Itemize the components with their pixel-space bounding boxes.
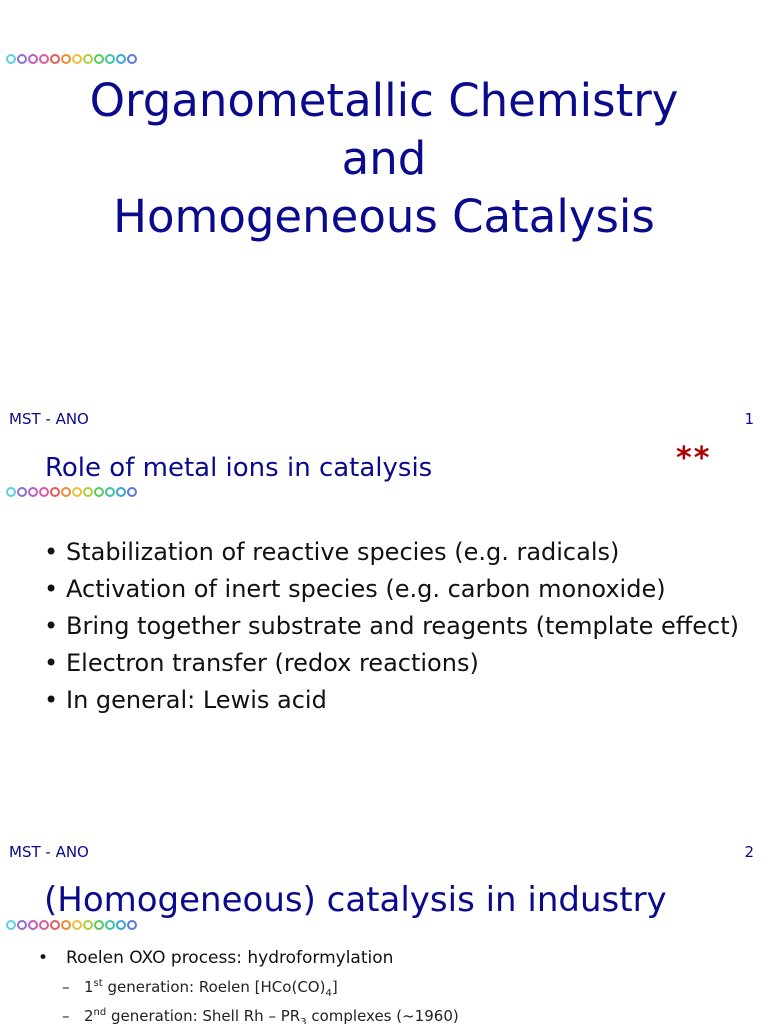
slide-2 — [0, 433, 768, 866]
footer-label: MST - ANO — [9, 410, 89, 428]
circle-icon — [72, 487, 82, 497]
circle-icon — [127, 54, 137, 64]
sub-bullet-text: generation: Shell Rh – PR — [106, 1007, 301, 1024]
subscript: 3 — [300, 1017, 307, 1024]
bullet-list — [44, 536, 744, 721]
bullet-glyph: • — [38, 948, 49, 968]
slide-1 — [0, 0, 768, 433]
bullet-item: • Stabilization of reactive species (e.g. radicals) — [44, 536, 744, 568]
circle-icon — [17, 54, 27, 64]
circle-icon — [83, 487, 93, 497]
sub-bullet-text-end: complexes (~1960) — [306, 1007, 459, 1024]
dash-glyph: – — [62, 1007, 70, 1024]
ordinal-suffix: st — [93, 978, 103, 989]
bullet-item: • Activation of inert species (e.g. carbon monoxide) — [44, 573, 744, 605]
circle-icon — [39, 920, 49, 930]
circle-icon — [6, 487, 16, 497]
decorative-circle-row — [6, 487, 137, 497]
circle-icon — [116, 920, 126, 930]
decorative-circle-row — [6, 920, 137, 930]
circle-icon — [127, 920, 137, 930]
circle-icon — [61, 487, 71, 497]
subscript: 4 — [325, 988, 332, 999]
dash-glyph: – — [62, 978, 70, 996]
circle-icon — [17, 920, 27, 930]
circle-icon — [94, 54, 104, 64]
circle-icon — [39, 54, 49, 64]
circle-icon — [72, 54, 82, 64]
bullet-item: • Electron transfer (redox reactions) — [44, 647, 744, 679]
circle-icon — [116, 54, 126, 64]
ordinal-number: 1 — [84, 978, 94, 996]
sub-bullet-item — [38, 1007, 738, 1024]
ordinal-suffix: nd — [93, 1007, 107, 1018]
bullet-item: • In general: Lewis acid — [44, 684, 744, 716]
page-number: 1 — [744, 410, 754, 428]
circle-icon — [61, 920, 71, 930]
decorative-circle-row — [6, 54, 137, 64]
slide-footer — [9, 410, 754, 428]
circle-icon — [50, 54, 60, 64]
circle-icon — [28, 54, 38, 64]
circle-icon — [6, 54, 16, 64]
circle-icon — [83, 54, 93, 64]
circle-icon — [28, 920, 38, 930]
sub-bullet-item — [38, 978, 738, 999]
circle-icon — [39, 487, 49, 497]
slide-3 — [0, 866, 768, 1024]
slide-footer — [9, 843, 754, 861]
bullet-item — [38, 948, 738, 968]
circle-icon — [105, 487, 115, 497]
circle-icon — [105, 920, 115, 930]
title-line-1: Organometallic Chemistry — [89, 74, 679, 127]
circle-icon — [50, 487, 60, 497]
slide-title: (Homogeneous) catalysis in industry — [44, 880, 667, 920]
circle-icon — [127, 487, 137, 497]
bullet-item: • Bring together substrate and reagents (template effect) — [44, 610, 744, 642]
bullet-text: Roelen OXO process: hydroformylation — [66, 948, 394, 968]
slide-title — [0, 72, 768, 246]
slide-title: Role of metal ions in catalysis — [45, 453, 433, 483]
title-line-2: and — [341, 132, 427, 185]
sub-bullet-text-end: ] — [331, 978, 338, 996]
footer-label: MST - ANO — [9, 843, 89, 861]
bullet-list — [38, 948, 738, 1024]
title-line-3: Homogeneous Catalysis — [113, 190, 655, 243]
circle-icon — [6, 920, 16, 930]
circle-icon — [50, 920, 60, 930]
circle-icon — [94, 487, 104, 497]
circle-icon — [72, 920, 82, 930]
ordinal-number: 2 — [84, 1007, 94, 1024]
circle-icon — [28, 487, 38, 497]
circle-icon — [83, 920, 93, 930]
circle-icon — [17, 487, 27, 497]
circle-icon — [105, 54, 115, 64]
circle-icon — [116, 487, 126, 497]
page-number: 2 — [744, 843, 754, 861]
sub-bullet-text: generation: Roelen [HCo(CO) — [102, 978, 326, 996]
circle-icon — [94, 920, 104, 930]
importance-stars: ** — [676, 441, 712, 476]
circle-icon — [61, 54, 71, 64]
